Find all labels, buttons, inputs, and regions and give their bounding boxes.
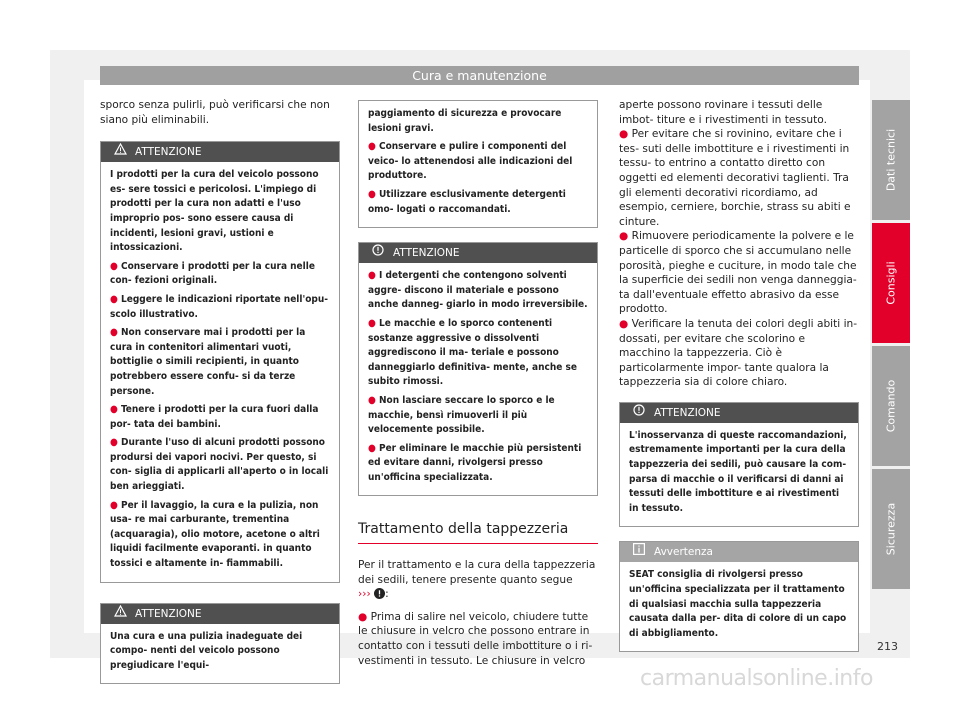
list-item: ● Per il lavaggio, la cura e la pulizia, non usa- re mai carburante, trementina (acquaragia), olio motore, acetone o altri liquidi facilmente evaporanti. in quanto tossici e altamente in- fiammabili. — [110, 499, 320, 570]
warning-box-body — [101, 162, 339, 581]
list-item: ● Durante l'uso di alcuni prodotti possono prodursi dei vapori nocivi. Per questo, si con- siglia di applicarli all'aperto o in locali ben arieggiati. — [110, 437, 329, 493]
list-item: ● Prima di salire nel veicolo, chiudere tutte le chiusure in velcro che possono entrare in contatto con i tessuti delle imbottiture o i ri- vestimenti in tessuto. Le chiusure in velcro — [358, 610, 593, 667]
warning-box-header — [101, 604, 339, 624]
list-item: ● Per eliminare le macchie più persistenti ed evitare danni, rivolgersi presso un'officina specializzata. — [368, 442, 582, 483]
note-box-header — [620, 542, 858, 562]
continued-text: aperte possono rovinare i tessuti delle imbot- titure e i rivestimenti in tessuto. — [619, 99, 827, 126]
column-3 — [619, 98, 859, 652]
warning-text: paggiamento di sicurezza e provocare lesioni gravi. — [368, 108, 562, 134]
page-number: 213 — [877, 640, 898, 653]
list-item: ● Non lasciare seccare lo sporco e le macchie, bensì rimuoverli il più velocemente possibile. — [368, 394, 555, 436]
list-item: ● Conservare i prodotti per la cura nelle con- fezioni originali. — [110, 260, 315, 287]
note-text: SEAT consiglia di rivolgersi presso un'officina specializzata per il trattamento di qualsiasi macchia sulla tappezzeria causata dalla per- dita di colore di un capo di abbigliamento. — [629, 569, 847, 639]
warning-lead: I prodotti per la cura del veicolo possono es- sere tossici e pericolosi. L'impiego di prodotti per la cura non adatti e l'uso improprio pos- sono essere causa di incidenti, lesioni gravi, ustioni e intossicazioni. — [110, 169, 319, 254]
tab-sicurezza[interactable]: Sicurezza — [872, 469, 910, 589]
list-item: ● I detergenti che contengono solventi aggre- discono il materiale e possono anche danneg- giarlo in modo irreversibile. — [368, 270, 588, 311]
warning-box-products — [100, 141, 340, 582]
info-circle-icon — [374, 588, 385, 604]
reference-arrows[interactable]: ››› — [358, 588, 371, 601]
caution-label: ATTENZIONE — [654, 406, 721, 419]
caution-box-header — [359, 243, 597, 263]
tab-consigli[interactable]: Consigli — [872, 223, 910, 343]
list-item: ● Conservare e pulire i componenti del veico- lo attenendosi alle indicazioni del produttore. — [368, 141, 573, 182]
note-box-body — [620, 562, 858, 651]
list-item: ● Leggere le indicazioni riportate nell'opu- scolo illustrativo. — [110, 293, 328, 320]
section-intro: Per il trattamento e la cura della tappezzeria dei sedili, tenere presente quanto segue ››› : — [358, 558, 598, 604]
list-item: ● Rimuovere periodicamente la polvere e le particelle di sporco che si accumulano nelle porosità, pieghe e cuciture, in modo tale che la superficie dei sedili non venga danneggia- ta dall'eventuale effetto abrasivo da esse prodotto. — [619, 230, 857, 316]
warning-label: ATTENZIONE — [135, 607, 202, 620]
column-1 — [100, 98, 340, 684]
note-icon — [632, 542, 646, 562]
page-header: Cura e manutenzione — [100, 66, 859, 85]
tab-dati-tecnici[interactable]: Dati tecnici — [872, 100, 910, 220]
chapter-tabs — [872, 100, 910, 592]
caution-box-body — [620, 423, 858, 527]
warning-box-care — [100, 603, 340, 685]
warning-box-body — [359, 101, 597, 227]
note-label: Avvertenza — [654, 546, 713, 559]
section-title: Trattamento della tappezzeria — [358, 522, 598, 544]
caution-box-header — [620, 403, 858, 423]
warning-triangle-icon — [113, 142, 127, 162]
info-circle-icon — [632, 403, 646, 423]
note-box — [619, 541, 859, 652]
warning-triangle-icon — [113, 604, 127, 624]
caution-box-upholstery — [619, 402, 859, 528]
caution-box-body — [359, 263, 597, 495]
caution-label: ATTENZIONE — [393, 247, 460, 260]
warning-box-continued — [358, 100, 598, 228]
warning-box-header — [101, 142, 339, 162]
list-item: ● Tenere i prodotti per la cura fuori dalla por- tata dei bambini. — [110, 404, 319, 430]
info-circle-icon — [371, 243, 385, 263]
column-2 — [358, 98, 598, 668]
warning-text: Una cura e una pulizia inadeguate dei compo- nenti del veicolo possono pregiudicare l'equi- — [110, 630, 303, 671]
list-item: ● Per evitare che si rovinino, evitare che i tes- suti delle imbottiture e i rivestimenti in tessu- to entrino a contatto diretto con oggetti ed elementi decorativi taglienti. Tra gli elementi decorativi ricordiamo, ad esempio, cerniere, borchie, strass su abiti e cinture. — [619, 128, 851, 228]
caution-text: L'inosservanza di queste raccomandazioni, estremamente importanti per la cura della tappezzeria dei sedili, può causare la com- parsa di macchie o il verificarsi di danni ai tessuti delle imbottiture e ai rivestimenti in tessuto. — [629, 429, 847, 514]
warning-label: ATTENZIONE — [135, 146, 202, 159]
warning-box-body — [101, 624, 339, 684]
list-item: ● Utilizzare esclusivamente detergenti omo- logati o raccomandati. — [368, 188, 566, 215]
list-item: ● Non conservare mai i prodotti per la cura in contenitori alimentari vuoti, bottiglie o simili recipienti, in quanto potrebbero essere confu- si da terze persone. — [110, 327, 306, 397]
watermark: carmanualsonline.info — [640, 666, 873, 691]
list-item: ● Verificare la tenuta dei colori degli abiti in- dossati, per evitare che scolorino e macchino la tappezzeria. Ciò è particolarmente impor- tante qualora la tappezzeria sia di colore chiaro. — [619, 317, 858, 389]
tab-comando[interactable]: Comando — [872, 346, 910, 466]
list-item: ● Le macchie e lo sporco contenenti sostanze aggressive o dissolventi aggrediscono il ma- teriale e possono danneggiarlo definitiva- mente, anche se subito rimossi. — [368, 317, 577, 388]
intro-text: sporco senza pulirli, può verificarsi che non siano più eliminabili. — [100, 99, 330, 126]
caution-box-detergents — [358, 242, 598, 496]
